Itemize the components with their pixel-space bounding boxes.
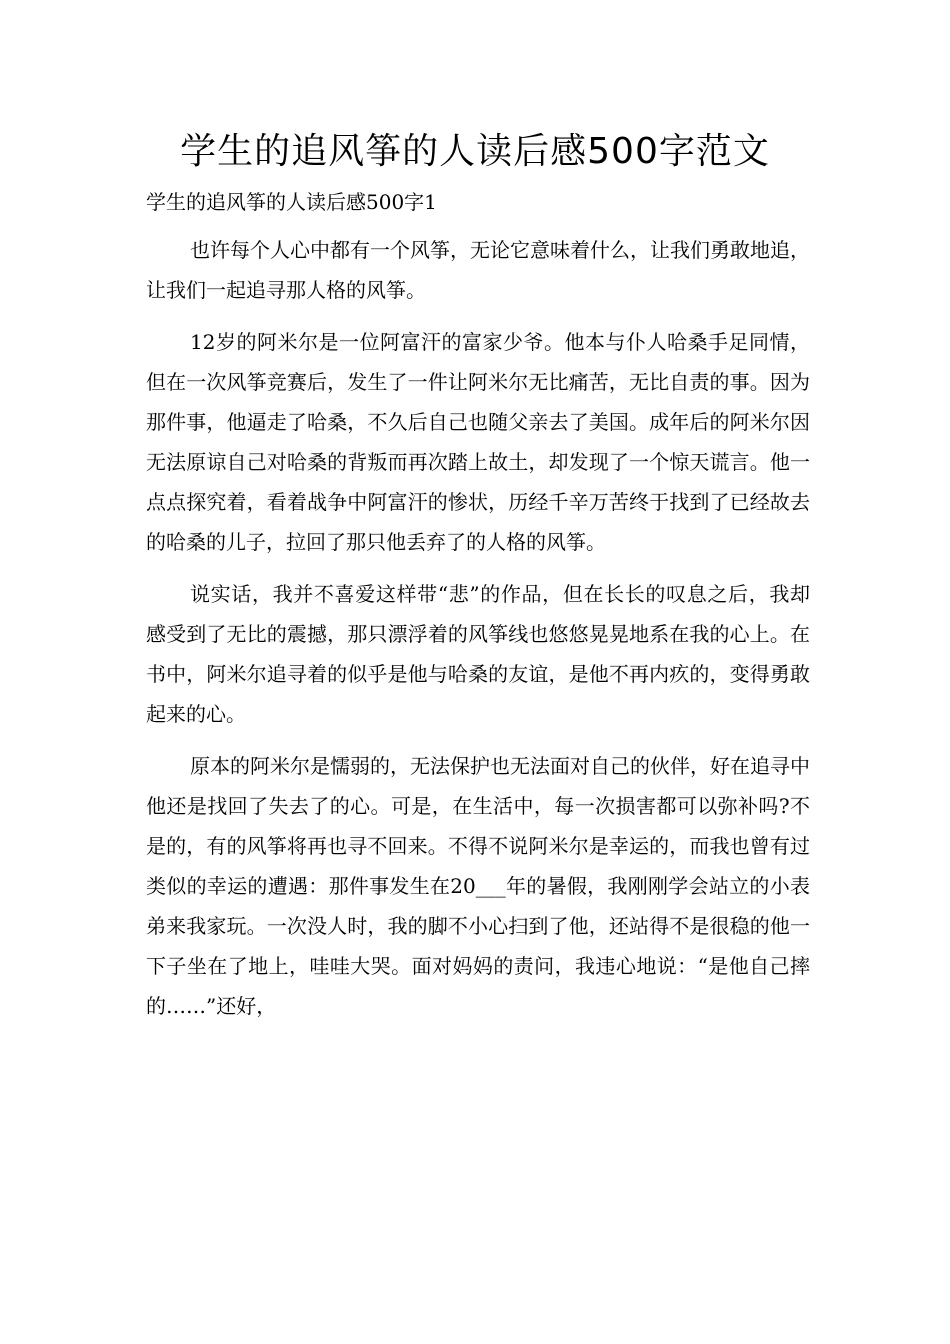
paragraph-4: 原本的阿米尔是懦弱的，无法保护也无法面对自己的伙伴，好在追寻中他还是找回了失去了的心。可是，在生活中，每一次损害都可以弥补吗?不是的，有的风筝将再也寻不回来。不得不说阿米尔是幸运的，而我也曾有过类似的幸运的遭遇：那件事发生在20___年的暑假，我刚刚学会站立的小表弟来我家玩。一次没人时，我的脚不小心扫到了他，还站得不是很稳的他一下子坐在了地上，哇哇大哭。面对妈妈的责问，我违心地说：“是他自己摔的……”还好， [146,754,810,1018]
section-heading: 学生的追风筝的人读后感500字1 [146,190,437,214]
paragraph-3: 说实话，我并不喜爱这样带“悲”的作品，但在长长的叹息之后，我却感受到了无比的震撼，那只漂浮着的风筝线也悠悠晃晃地系在我的心上。在书中，阿米尔追寻着的似乎是他与哈桑的友谊，是他不再内疚的，变得勇敢起来的心。 [146,582,810,726]
paragraph-1: 也许每个人心中都有一个风筝，无论它意味着什么，让我们勇敢地追，让我们一起追寻那人格的风筝。 [146,238,810,302]
document-body [146,230,810,1026]
paragraph-2: 12岁的阿米尔是一位阿富汗的富家少爷。他本与仆人哈桑手足同情，但在一次风筝竞赛后，发生了一件让阿米尔无比痛苦，无比自责的事。因为那件事，他逼走了哈桑，不久后自己也随父亲去了美国。成年后的阿米尔因无法原谅自己对哈桑的背叛而再次踏上故土，却发现了一个惊天谎言。他一点点探究着，看着战争中阿富汗的惨状，历经千辛万苦终于找到了已经故去的哈桑的儿子，拉回了那只他丢弃了的人格的风筝。 [146,330,810,554]
document-title: 学生的追风筝的人读后感500字范文 [180,131,770,172]
